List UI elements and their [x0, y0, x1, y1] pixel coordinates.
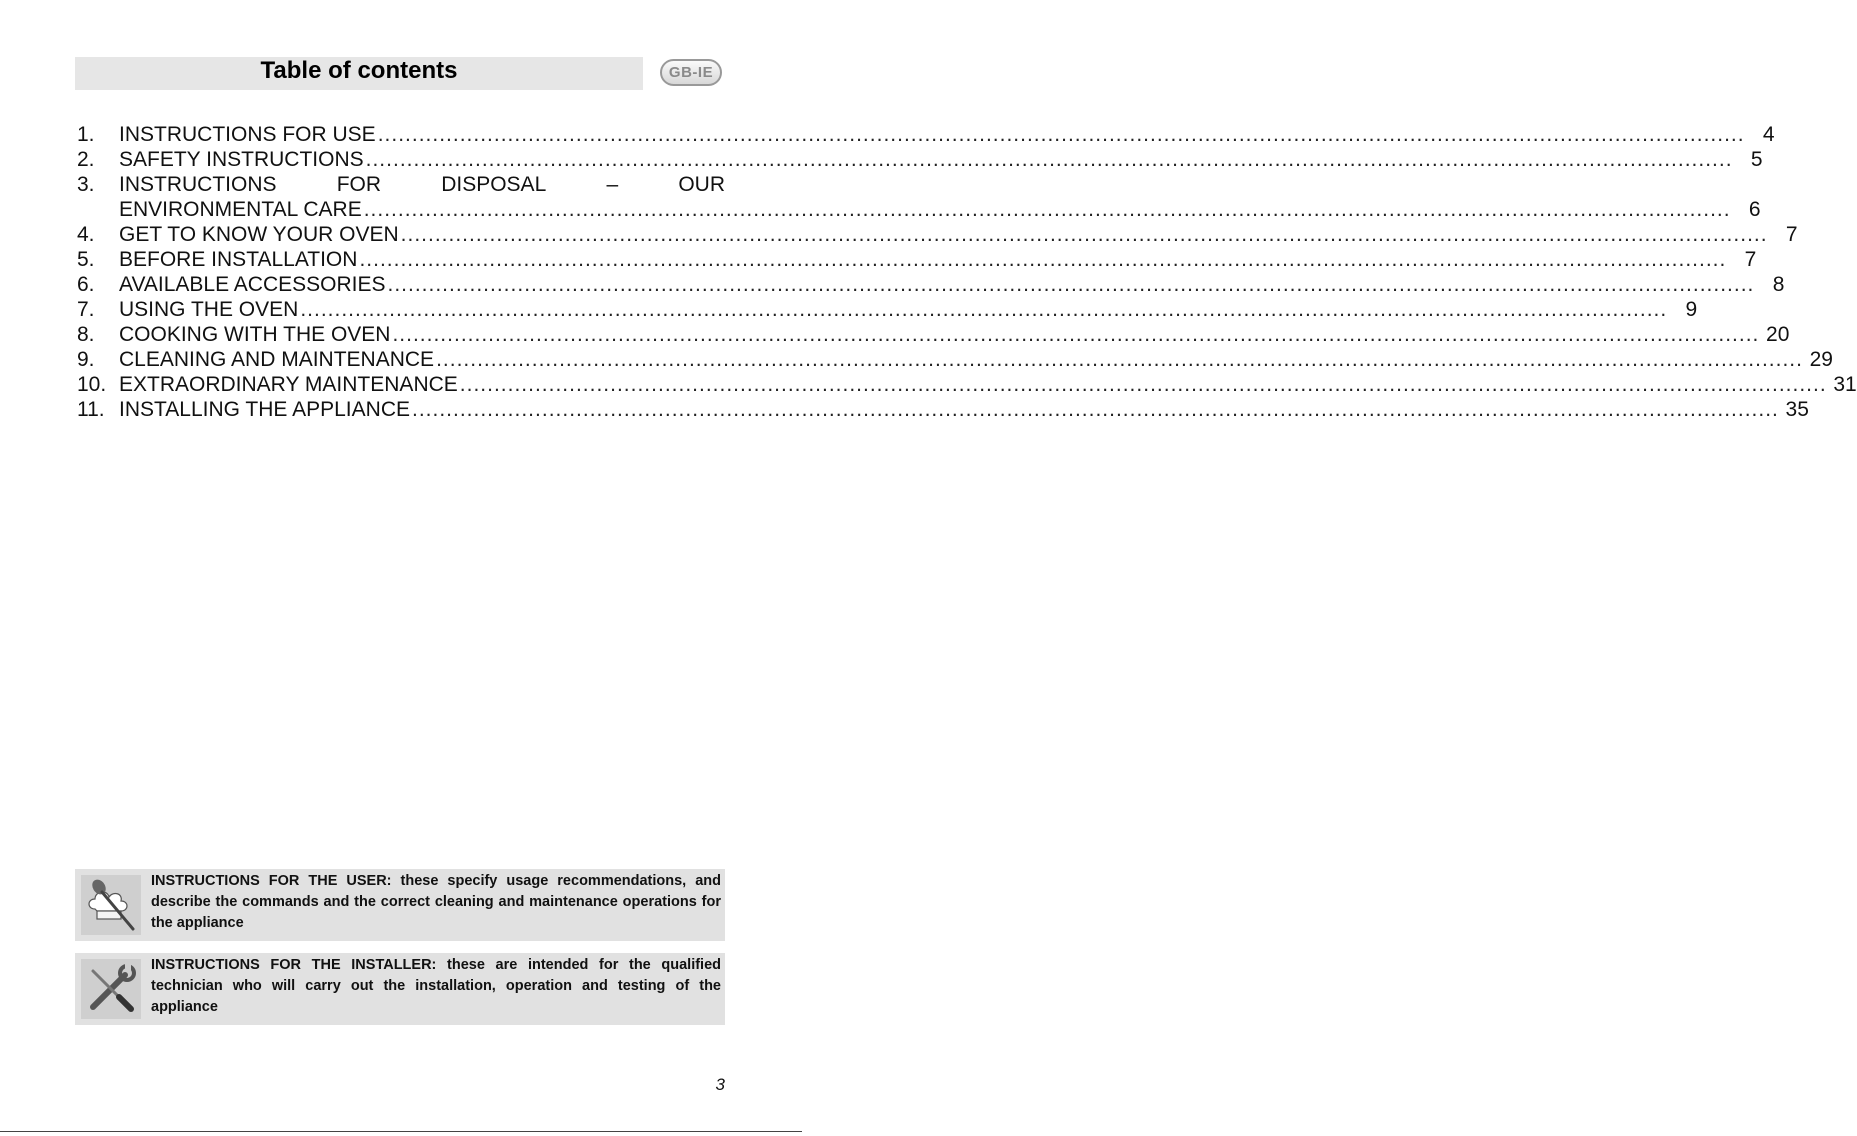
toc-leader-dots: ........................................................................................................................................................................................................ — [436, 348, 1803, 371]
toc-item[interactable] — [77, 172, 725, 197]
toc-item-page: 9 — [1685, 298, 1698, 321]
toc-item-title: EXTRAORDINARY MAINTENANCE — [119, 373, 458, 396]
toc-leader-dots: ........................................................................................................................................................................................................ — [377, 123, 1745, 146]
toc-item-page: 20 — [1766, 323, 1790, 346]
toc-item-page: 7 — [1744, 248, 1757, 271]
toc-title-word: INSTRUCTIONS — [119, 173, 277, 196]
toc-title-word: DISPOSAL — [441, 173, 547, 196]
toc-item-title: USING THE OVEN — [119, 298, 299, 321]
toc-item-number: 8. — [77, 323, 95, 346]
toc-item-page: 6 — [1748, 198, 1761, 221]
toc-leader-dots: ........................................................................................................................................................................................................ — [459, 373, 1827, 396]
toc-item-page: 35 — [1785, 398, 1809, 421]
toc-item[interactable] — [77, 397, 1809, 422]
toc-item-title: CLEANING AND MAINTENANCE — [119, 348, 435, 371]
toc-item-title: AVAILABLE ACCESSORIES — [119, 273, 386, 296]
toc-item-number: 5. — [77, 248, 95, 271]
installer-instructions-note — [75, 953, 725, 1025]
toc-item-page: 31 — [1833, 373, 1857, 396]
toc-item-title: GET TO KNOW YOUR OVEN — [119, 223, 399, 246]
user-instructions-text: INSTRUCTIONS FOR THE USER: these specify usage recommendations, and describe the commands and the correct cleaning and maintenance operations for the appliance — [151, 873, 721, 931]
wrench-screwdriver-icon — [81, 959, 141, 1019]
installer-instructions-text: INSTRUCTIONS FOR THE INSTALLER: these are intended for the qualified technician who will carry out the installation, operation and testing of the appliance — [151, 957, 721, 1015]
toc-item[interactable] — [77, 297, 1698, 322]
toc-item-number: 10. — [77, 373, 107, 396]
toc-item-page: 8 — [1772, 273, 1785, 296]
toc-item[interactable] — [77, 347, 1833, 372]
toc-title-word: OUR — [678, 173, 725, 196]
toc-item-page: 29 — [1809, 348, 1833, 371]
toc-item-title — [119, 172, 725, 197]
toc-leader-dots: ........................................................................................................................................................................................................ — [300, 298, 1668, 321]
toc-item[interactable] — [77, 147, 1763, 172]
toc-leader-dots: ........................................................................................................................................................................................................ — [400, 223, 1768, 246]
toc-item-page: 4 — [1762, 123, 1775, 146]
toc-item-title: BEFORE INSTALLATION — [119, 248, 358, 271]
toc-leader-dots: ........................................................................................................................................................................................................ — [359, 248, 1727, 271]
toc-title-word: – — [606, 173, 619, 196]
toc-item[interactable] — [77, 122, 1775, 147]
toc-leader-dots: ........................................................................................................................................................................................................ — [365, 148, 1733, 171]
toc-item[interactable] — [77, 272, 1785, 297]
toc-item-number: 11. — [77, 398, 105, 421]
toc-item[interactable] — [77, 322, 1790, 347]
table-of-contents — [77, 122, 1857, 422]
toc-item-title: INSTALLING THE APPLIANCE — [119, 398, 410, 421]
toc-leader-dots: ........................................................................................................................................................................................................ — [387, 273, 1755, 296]
toc-item-number: 3. — [77, 173, 95, 196]
user-instructions-note — [75, 869, 725, 941]
bottom-divider — [0, 1131, 802, 1132]
toc-item-title: INSTRUCTIONS FOR USE — [119, 123, 376, 146]
page-title: Table of contents — [260, 57, 458, 84]
language-badge: GB-IE — [660, 59, 722, 86]
toc-leader-dots: ........................................................................................................................................................................................................ — [363, 198, 1731, 221]
toc-item-number: 2. — [77, 148, 95, 171]
toc-item[interactable] — [77, 247, 1757, 272]
toc-item-page: 5 — [1750, 148, 1763, 171]
toc-item-number: 7. — [77, 298, 95, 321]
toc-item-title: SAFETY INSTRUCTIONS — [119, 148, 364, 171]
toc-item-number: 6. — [77, 273, 95, 296]
toc-item-number: 4. — [77, 223, 95, 246]
toc-item-title-continuation: ENVIRONMENTAL CARE — [119, 198, 362, 221]
toc-item[interactable] — [77, 372, 1857, 397]
toc-item-number: 1. — [77, 123, 95, 146]
title-bar — [75, 57, 643, 90]
toc-title-word: FOR — [336, 173, 382, 196]
chef-spoon-icon — [81, 875, 141, 935]
page-number: 3 — [715, 1075, 725, 1094]
toc-item-page: 7 — [1785, 223, 1798, 246]
toc-leader-dots: ........................................................................................................................................................................................................ — [392, 323, 1760, 346]
toc-item-title: COOKING WITH THE OVEN — [119, 323, 391, 346]
toc-item[interactable] — [77, 222, 1798, 247]
toc-leader-dots: ........................................................................................................................................................................................................ — [412, 398, 1779, 421]
toc-item-continuation[interactable] — [77, 197, 1761, 222]
toc-item-number: 9. — [77, 348, 95, 371]
